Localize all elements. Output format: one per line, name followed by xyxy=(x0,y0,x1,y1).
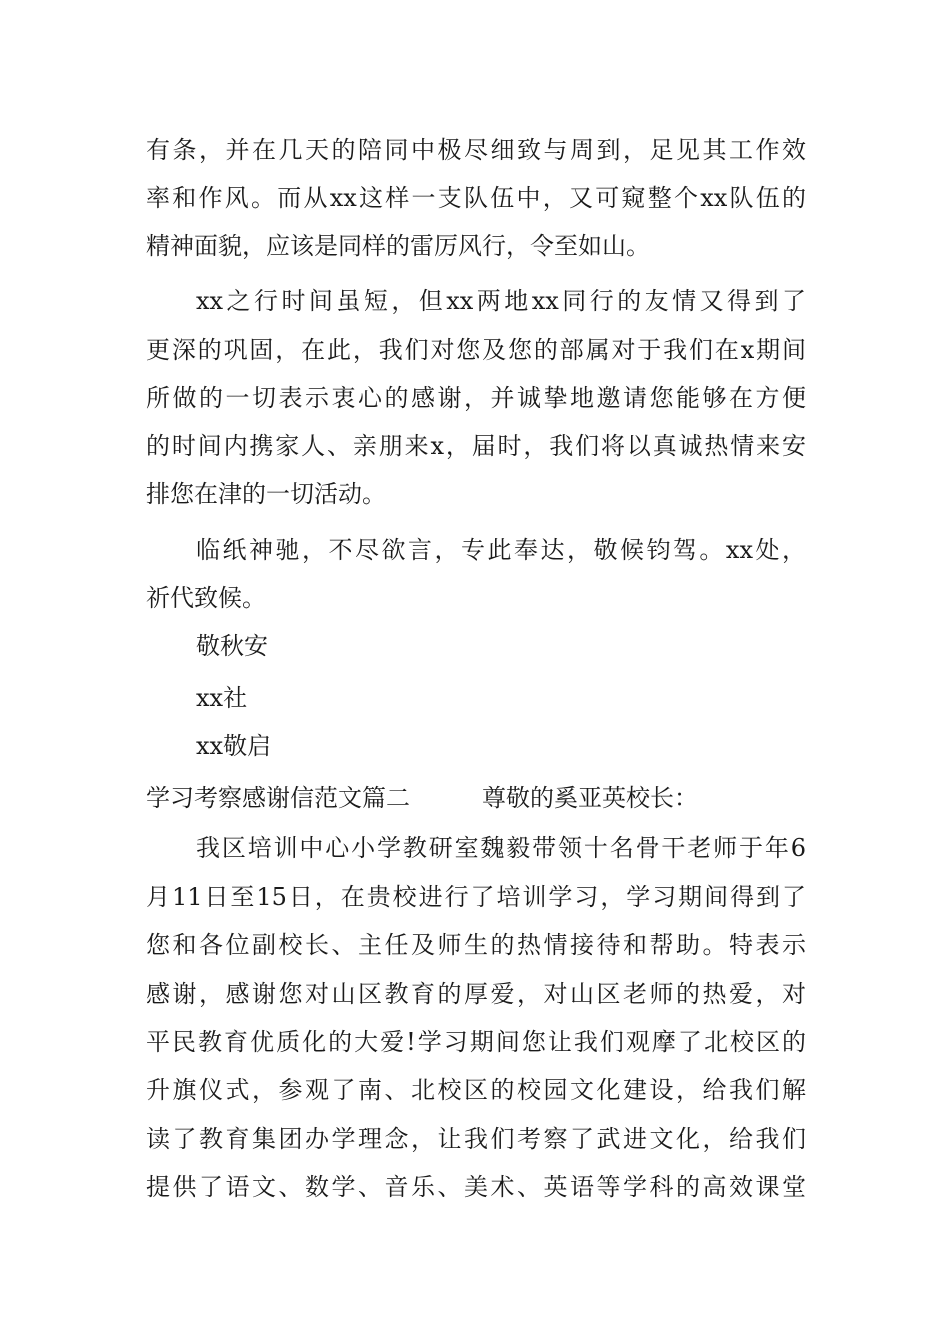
paragraph-line: 祈代致候。 xyxy=(146,584,266,612)
paragraph-line: 的时间内携家人、亲朋来x，届时，我们将以真诚热情来安 xyxy=(146,432,806,460)
closing-salutation: 敬秋安 xyxy=(196,632,268,660)
paragraph-line: 我区培训中心小学教研室魏毅带领十名骨干老师于年6 xyxy=(196,834,806,862)
paragraph-line: 有条，并在几天的陪同中极尽细致与周到，足见其工作效 xyxy=(146,136,806,164)
paragraph-line: 读了教育集团办学理念，让我们考察了武进文化，给我们 xyxy=(146,1125,806,1153)
paragraph-line: 月11日至15日，在贵校进行了培训学习，学习期间得到了 xyxy=(146,883,806,911)
paragraph-line: 升旗仪式，参观了南、北校区的校园文化建设，给我们解 xyxy=(146,1076,806,1104)
paragraph-line: 排您在津的一切活动。 xyxy=(146,480,386,508)
paragraph-line: 所做的一切表示衷心的感谢，并诚挚地邀请您能够在方便 xyxy=(146,384,806,412)
signature-line: xx敬启 xyxy=(196,732,272,760)
paragraph-line: 感谢，感谢您对山区教育的厚爱，对山区老师的热爱，对 xyxy=(146,980,806,1008)
paragraph-line: 更深的巩固，在此，我们对您及您的部属对于我们在x期间 xyxy=(146,336,806,364)
paragraph-line: 率和作风。而从xx这样一支队伍中，又可窥整个xx队伍的 xyxy=(146,184,806,212)
paragraph-line: 提供了语文、数学、音乐、美术、英语等学科的高效课堂 xyxy=(146,1173,806,1201)
signature-org: xx社 xyxy=(196,684,248,712)
paragraph-line: 您和各位副校长、主任及师生的热情接待和帮助。特表示 xyxy=(146,931,806,959)
paragraph-line: 临纸神驰，不尽欲言，专此奉达，敬候钧驾。xx处， xyxy=(196,536,806,564)
section-heading: 学习考察感谢信范文篇二 尊敬的奚亚英校长： xyxy=(146,784,698,812)
paragraph-line: xx之行时间虽短，但xx两地xx同行的友情又得到了 xyxy=(196,287,806,315)
paragraph-line: 平民教育优质化的大爱!学习期间您让我们观摩了北校区的 xyxy=(146,1028,806,1056)
paragraph-line: 精神面貌，应该是同样的雷厉风行，令至如山。 xyxy=(146,232,650,260)
